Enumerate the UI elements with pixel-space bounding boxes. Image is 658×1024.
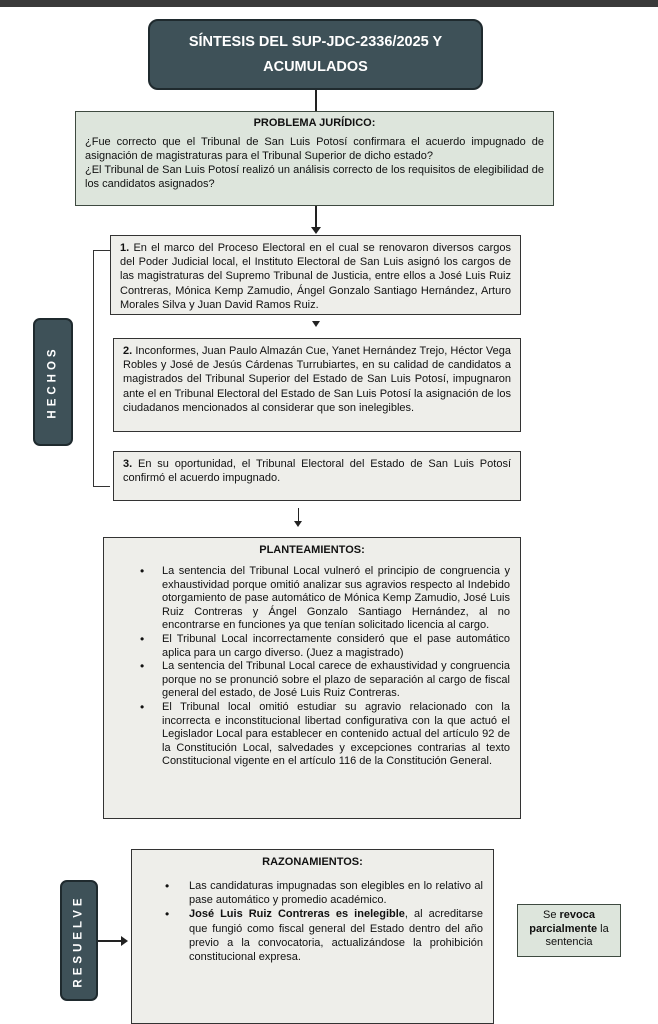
hecho-2-text: Inconformes, Juan Paulo Almazán Cue, Yanet Hernández Trejo, Héctor Vega Robles y José de Jesús Cárdenas Turrubiartes, en su calidad de candidatos a magistrados del Tribunal Superior del Estado de San Luis Potosí, impugnaron ante el en Tribunal Electoral del Estado de San Luis Potosí la asignación de los ciudadanos mencionados al considerar que son inelegibles. — [123, 345, 511, 414]
razonamientos-heading: RAZONAMIENTOS: — [262, 856, 363, 868]
hechos-bracket — [93, 250, 110, 487]
list-item: • La sentencia del Tribunal Local carece de exhaustividad y congruencia porque no se pronunció sobre el plazo de separación al cargo de fiscal general del estado, de José Luis Ruiz Contreras. — [104, 660, 510, 701]
connector-hechos-planteamientos — [298, 508, 299, 522]
planteamientos-list — [104, 565, 510, 769]
planteamientos-heading: PLANTEAMIENTOS: — [259, 544, 365, 556]
top-bar — [0, 0, 658, 7]
resuelve-tag — [60, 880, 98, 1001]
list-item: • El Tribunal Local incorrectamente consideró que el pase automático aplica para un cargo diverso. (Juez a magistrado) — [104, 633, 510, 660]
hechos-tag-label: HECHOS — [47, 345, 60, 419]
hecho-1-text: En el marco del Proceso Electoral en el cual se renovaron diversos cargos del Poder Judicial local, el Instituto Electoral de San Luis asignó los cargos de las magistraturas del Supremo Tribunal de Justicia, entre ellos a José Luis Ruiz Contreras, Mónica Kemp Zamudio, Ángel Gonzalo Santiago Hernández, Arturo Morales Silva y Juan David Ramos Ruiz. — [120, 242, 511, 311]
resolucion-post: la sentencia — [545, 922, 609, 948]
connector-resuelve — [98, 940, 122, 942]
connector-problema-hechos — [315, 206, 317, 228]
resolucion-box — [517, 904, 621, 957]
razonamientos-list — [132, 879, 483, 964]
hecho-3-box — [113, 451, 521, 501]
title-text: SÍNTESIS DEL SUP-JDC-2336/2025 Y ACUMULADOS — [188, 33, 443, 75]
list-item: • El Tribunal local omitió estudiar su agravio relacionado con la incorrecta e inconstitucional libertad configurativa con la que actuó el Legislador Local para establecer en contenido actual del artículo 92 de la Constitución Local, salvedades y excepciones contrarias al texto Constitucional vigente en el artículo 116 de la Constitución General. — [104, 701, 510, 769]
list-item: • Las candidaturas impugnadas son elegibles en lo relativo al pase automático y promedio académico. — [132, 879, 483, 907]
connector-title-problema — [315, 90, 317, 111]
razonamiento-bold: José Luis Ruiz Contreras es inelegible — [189, 908, 405, 921]
problema-question-1: ¿Fue correcto que el Tribunal de San Luis Potosí confirmara el acuerdo impugnado de asignación de magistraturas para el Tribunal Superior de dicho estado? — [85, 136, 544, 162]
hecho-2-number: 2. — [123, 345, 133, 357]
arrow-right-icon — [121, 936, 128, 946]
resuelve-tag-label: RESUELVE — [73, 893, 86, 988]
arrow-down-icon — [312, 321, 320, 327]
hecho-1-box — [110, 235, 521, 315]
problema-heading: PROBLEMA JURÍDICO: — [253, 117, 376, 129]
problema-juridico-box — [75, 111, 554, 206]
hechos-tag — [33, 318, 73, 446]
razonamiento-rest: , al acreditarse que fungió como fiscal general del Estado dentro del año previo a la convocatoria, actualizándose la prohibición constitucional expresa. — [189, 908, 483, 964]
hecho-3-number: 3. — [123, 458, 133, 470]
resolucion-pre: Se — [543, 909, 560, 921]
razonamientos-box — [131, 849, 494, 1024]
planteamientos-box — [103, 537, 521, 819]
hecho-3-text: En su oportunidad, el Tribunal Electoral del Estado de San Luis Potosí confirmó el acuerdo impugnado. — [123, 458, 511, 485]
list-item — [132, 907, 483, 964]
list-item: • La sentencia del Tribunal Local vulneró el principio de congruencia y exhaustividad porque omitió analizar sus agravios respecto al Indebido otorgamiento de pase automático de Mónica Kemp Zamudio, José Luis Ruiz Contreras y Ángel Gonzalo Santiago Hernández, al no encontrarse en funciones ya que tenían solicitado licencia al cargo. — [104, 565, 510, 633]
hecho-2-box — [113, 338, 521, 432]
problema-question-2: ¿El Tribunal de San Luis Potosí realizó un análisis correcto de los requisitos de elegibilidad de los candidatos asignados? — [85, 164, 544, 190]
hecho-1-number: 1. — [120, 242, 130, 254]
arrow-down-icon — [311, 227, 321, 234]
title-box — [148, 19, 483, 90]
arrow-down-icon — [294, 521, 302, 527]
resolucion-bold: revoca parcialmente — [529, 909, 598, 935]
